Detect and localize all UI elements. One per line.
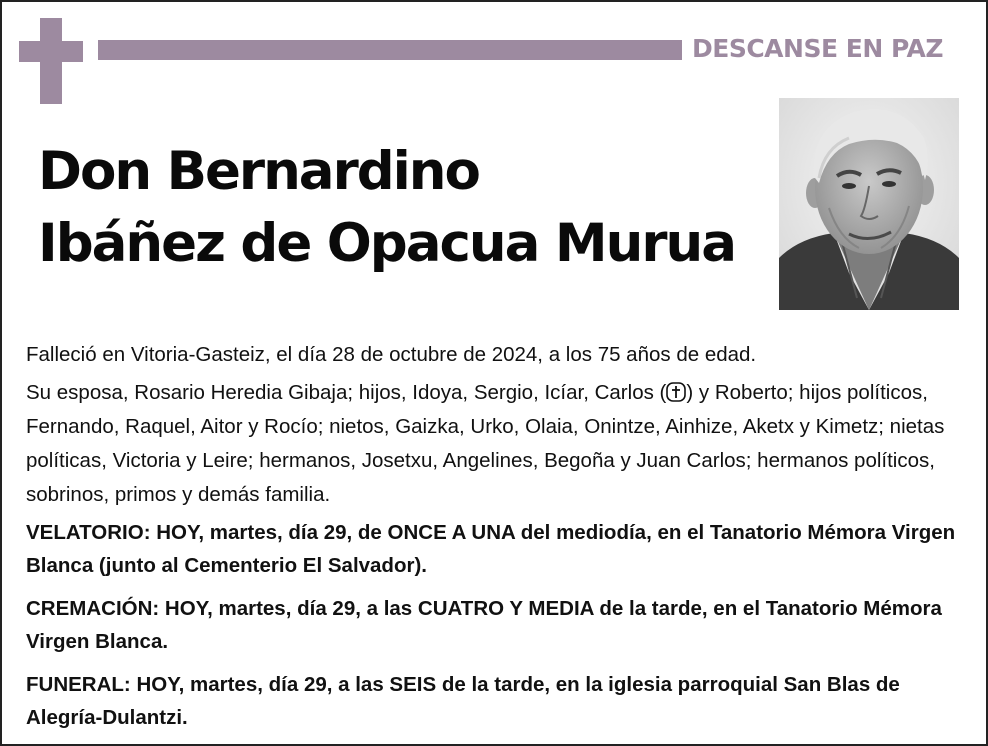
family-text-part1: Su esposa, Rosario Heredia Gibaja; hijos, Idoya, Sergio, Icíar, Carlos ( <box>26 381 667 404</box>
header-divider-bar <box>98 40 682 60</box>
portrait-photo <box>779 98 959 310</box>
deceased-name <box>38 136 778 280</box>
notice-body <box>26 338 976 744</box>
cremacion-info: CREMACIÓN: HOY, martes, día 29, a las CUATRO Y MEDIA de la tarde, en el Tanatorio Mémora Virgen Blanca. <box>26 597 942 653</box>
velatorio-info: VELATORIO: HOY, martes, día 29, de ONCE A UNA del mediodía, en el Tanatorio Mémora Virgen Blanca (junto al Cementerio El Salvador). <box>26 521 956 577</box>
name-line-1: Don Bernardino <box>38 141 479 202</box>
death-statement: Falleció en Vitoria-Gasteiz, el día 28 de octubre de 2024, a los 75 años de edad. <box>26 343 757 366</box>
latin-cross-icon <box>19 18 83 104</box>
family-text-part2: ) y Roberto; hijos políticos, Fernando, Raquel, Aitor y Rocío; nietos, Gaizka, Urko, Olaia, Onintze, Ainhize, Aketx y Kimetz; nietas políticas, Victoria y Leire; hermanos, Josetxu, Angelines, Begoña y Juan Carlos; hermanos políticos, sobrinos, primos y demás familia. <box>26 381 945 506</box>
family-paragraph <box>26 376 976 512</box>
header-label: DESCANSE EN PAZ <box>692 34 943 63</box>
small-cross-icon <box>666 382 686 402</box>
name-line-2: Ibáñez de Opacua Murua <box>38 213 735 274</box>
funeral-info: FUNERAL: HOY, martes, día 29, a las SEIS de la tarde, en la iglesia parroquial San Blas de Alegría-Dulantzi. <box>26 673 900 729</box>
